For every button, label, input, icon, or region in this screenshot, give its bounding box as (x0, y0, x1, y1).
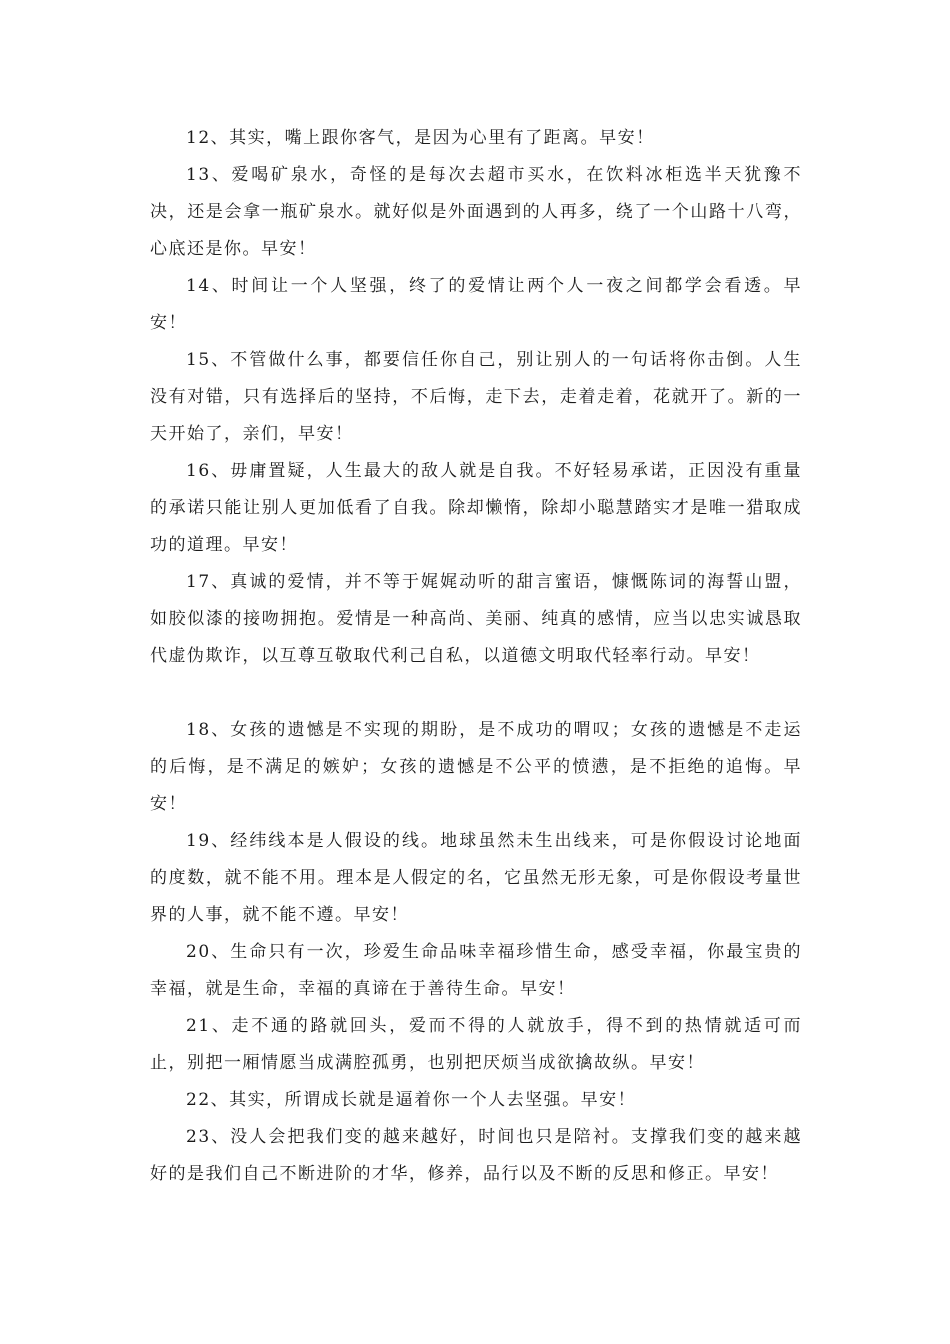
paragraph-18: 18、女孩的遗憾是不实现的期盼，是不成功的喟叹；女孩的遗憾是不走运的后悔，是不满足的嫉妒；女孩的遗憾是不公平的愤懑，是不拒绝的追悔。早安！ (150, 720, 802, 814)
paragraph-21: 21、走不通的路就回头，爱而不得的人就放手，得不到的热情就适可而止，别把一厢情愿当成满腔孤勇，也别把厌烦当成欲擒故纵。早安！ (150, 1016, 802, 1073)
paragraph-14: 14、时间让一个人坚强，终了的爱情让两个人一夜之间都学会看透。早安！ (150, 276, 802, 333)
paragraph-16: 16、毋庸置疑，人生最大的敌人就是自我。不好轻易承诺，正因没有重量的承诺只能让别人更加低看了自我。除却懒惰，除却小聪慧踏实才是唯一猎取成功的道理。早安！ (150, 461, 802, 555)
paragraph-15: 15、不管做什么事，都要信任你自己，别让别人的一句话将你击倒。人生没有对错，只有选择后的坚持，不后悔，走下去，走着走着，花就开了。新的一天开始了，亲们，早安！ (150, 350, 802, 444)
paragraph-22: 22、其实，所谓成长就是逼着你一个人去坚强。早安！ (186, 1090, 637, 1110)
paragraph-23: 23、没人会把我们变的越来越好，时间也只是陪衬。支撑我们变的越来越好的是我们自己不断进阶的才华，修养，品行以及不断的反思和修正。早安！ (150, 1127, 802, 1184)
paragraph-20: 20、生命只有一次，珍爱生命品味幸福珍惜生命，感受幸福，你最宝贵的幸福，就是生命，幸福的真谛在于善待生命。早安！ (150, 942, 802, 999)
paragraph-19: 19、经纬线本是人假设的线。地球虽然未生出线来，可是你假设讨论地面的度数，就不能不用。理本是人假定的名，它虽然无形无象，可是你假设考量世界的人事，就不能不遵。早安！ (150, 831, 802, 925)
paragraph-12: 12、其实，嘴上跟你客气，是因为心里有了距离。早安！ (186, 128, 655, 148)
paragraph-13: 13、爱喝矿泉水，奇怪的是每次去超市买水，在饮料冰柜选半天犹豫不决，还是会拿一瓶矿泉水。就好似是外面遇到的人再多，绕了一个山路十八弯，心底还是你。早安！ (150, 165, 802, 259)
document-body (150, 120, 802, 1193)
paragraph-17: 17、真诚的爱情，并不等于娓娓动听的甜言蜜语，慷慨陈词的海誓山盟，如胶似漆的接吻拥抱。爱情是一种高尚、美丽、纯真的感情，应当以忠实诚恳取代虚伪欺诈，以互尊互敬取代利己自私，以道德文明取代轻率行动。早安！ (150, 572, 802, 666)
